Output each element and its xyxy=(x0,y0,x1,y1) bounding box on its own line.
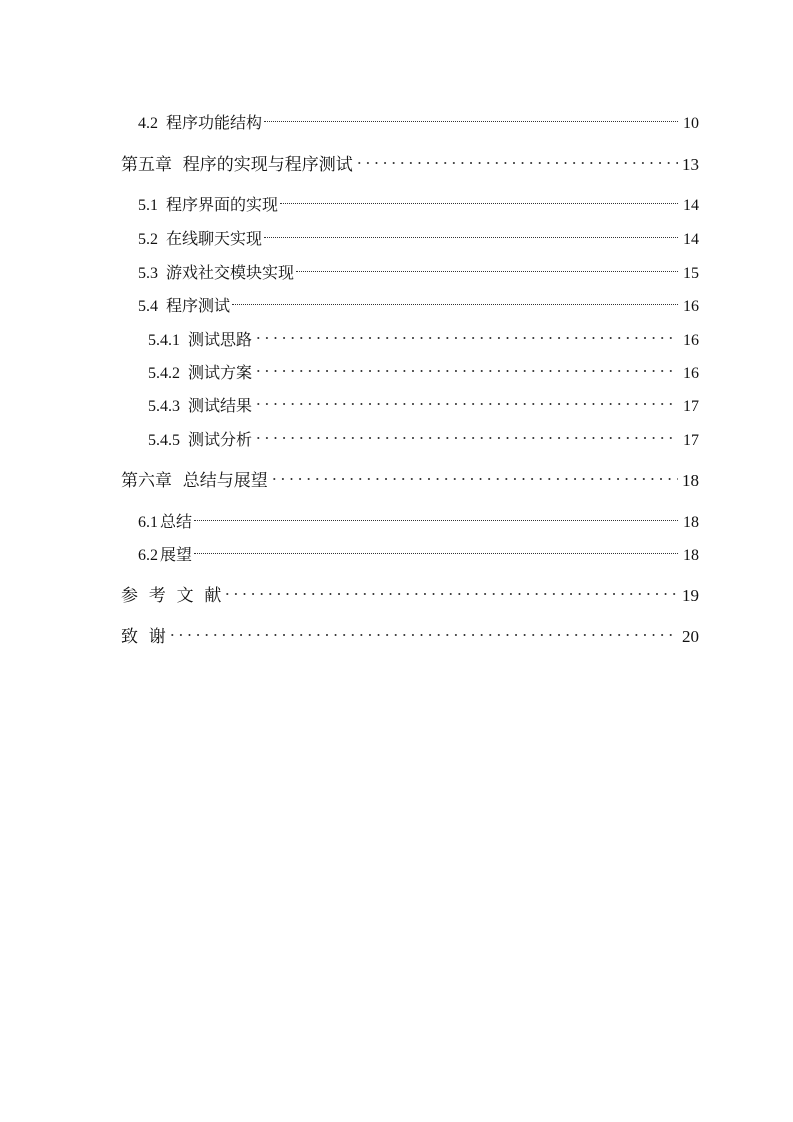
toc-entry-page: 20 xyxy=(682,627,699,646)
dot-leader xyxy=(264,104,678,128)
toc-entry-acknowledgements[interactable] xyxy=(121,618,699,647)
toc-entry-5-4[interactable] xyxy=(138,287,699,315)
toc-entry-number: 5.2 xyxy=(138,231,158,248)
toc-entry-title xyxy=(138,261,294,286)
toc-entry-page: 18 xyxy=(683,514,699,531)
toc-entry-text: 总结 xyxy=(160,512,193,531)
toc-entry-5-3[interactable] xyxy=(138,254,699,282)
toc-entry-5-1[interactable] xyxy=(138,186,699,214)
toc-entry-page: 17 xyxy=(683,432,699,449)
toc-entry-page: 16 xyxy=(683,332,699,349)
toc-entry-text: 程序测试 xyxy=(166,296,231,315)
dot-leader xyxy=(223,577,678,601)
toc-entry-5-4-3[interactable] xyxy=(148,387,699,415)
toc-entry-5-2[interactable] xyxy=(138,220,699,248)
dot-leader xyxy=(232,287,678,311)
toc-entry-text: 致 谢 xyxy=(121,627,166,647)
dot-leader xyxy=(280,186,678,210)
dot-leader xyxy=(254,421,678,445)
dot-leader xyxy=(194,503,678,527)
toc-entry-number: 5.4 xyxy=(138,298,158,315)
toc-entry-page: 14 xyxy=(683,231,699,248)
toc-entry-text: 测试结果 xyxy=(188,396,253,415)
dot-leader xyxy=(194,536,678,560)
toc-entry-title xyxy=(138,111,262,136)
toc-entry-title xyxy=(121,469,268,493)
toc-entry-references[interactable] xyxy=(121,577,699,606)
dot-leader xyxy=(254,387,678,411)
toc-entry-text: 第五章 程序的实现与程序测试 xyxy=(121,155,353,175)
dot-leader xyxy=(254,321,678,345)
toc-entry-6-1[interactable] xyxy=(138,503,699,531)
toc-entry-number: 6.2 xyxy=(138,547,158,564)
toc-entry-page: 16 xyxy=(683,298,699,315)
toc-entry-title xyxy=(138,193,278,218)
toc-entry-chapter-5[interactable] xyxy=(121,146,699,175)
toc-entry-text: 程序界面的实现 xyxy=(166,195,279,214)
toc-entry-number: 5.4.2 xyxy=(148,365,180,382)
toc-entry-chapter-6[interactable] xyxy=(121,462,699,491)
toc-entry-title xyxy=(138,543,192,568)
toc-entry-text: 测试方案 xyxy=(188,363,253,382)
toc-entry-page: 18 xyxy=(683,547,699,564)
toc-entry-text: 测试思路 xyxy=(188,330,253,349)
toc-entry-page: 19 xyxy=(682,586,699,605)
toc-entry-5-4-1[interactable] xyxy=(148,321,699,349)
toc-entry-title xyxy=(138,227,262,252)
dot-leader xyxy=(254,354,678,378)
toc-entry-title xyxy=(148,394,252,419)
toc-entry-4-2[interactable] xyxy=(138,104,699,132)
toc-entry-number: 5.3 xyxy=(138,265,158,282)
toc-entry-page: 17 xyxy=(683,398,699,415)
dot-leader xyxy=(296,254,678,278)
toc-entry-page: 18 xyxy=(682,471,699,490)
dot-leader xyxy=(168,618,678,642)
toc-entry-page: 14 xyxy=(683,197,699,214)
toc-entry-number: 5.4.5 xyxy=(148,432,180,449)
toc-entry-text: 游戏社交模块实现 xyxy=(166,263,295,282)
toc-entry-title xyxy=(138,294,230,319)
toc-entry-page: 15 xyxy=(683,265,699,282)
toc-entry-page: 16 xyxy=(683,365,699,382)
toc-entry-title xyxy=(121,625,166,649)
toc-entry-number: 5.4.3 xyxy=(148,398,180,415)
toc-entry-5-4-2[interactable] xyxy=(148,354,699,382)
toc-entry-title xyxy=(148,328,252,353)
toc-entry-number: 5.4.1 xyxy=(148,332,180,349)
toc-entry-number: 4.2 xyxy=(138,115,158,132)
toc-entry-text: 展望 xyxy=(160,545,193,564)
toc-entry-title xyxy=(121,584,221,608)
toc-entry-5-4-5[interactable] xyxy=(148,421,699,449)
toc-entry-title xyxy=(138,510,192,535)
toc-entry-title xyxy=(148,428,252,453)
toc-entry-page: 10 xyxy=(683,115,699,132)
toc-entry-number: 5.1 xyxy=(138,197,158,214)
toc-entry-number: 6.1 xyxy=(138,514,158,531)
toc-entry-text: 程序功能结构 xyxy=(166,113,263,132)
toc-entry-text: 参 考 文 献 xyxy=(121,586,222,606)
dot-leader xyxy=(270,462,678,486)
toc-entry-title xyxy=(121,153,353,177)
dot-leader xyxy=(264,220,678,244)
dot-leader xyxy=(355,146,678,170)
toc-entry-page: 13 xyxy=(682,155,699,174)
toc-entry-title xyxy=(148,361,252,386)
toc-entry-text: 第六章 总结与展望 xyxy=(121,471,268,491)
toc-entry-text: 测试分析 xyxy=(188,430,253,449)
toc-entry-text: 在线聊天实现 xyxy=(166,229,263,248)
toc-entry-6-2[interactable] xyxy=(138,536,699,564)
